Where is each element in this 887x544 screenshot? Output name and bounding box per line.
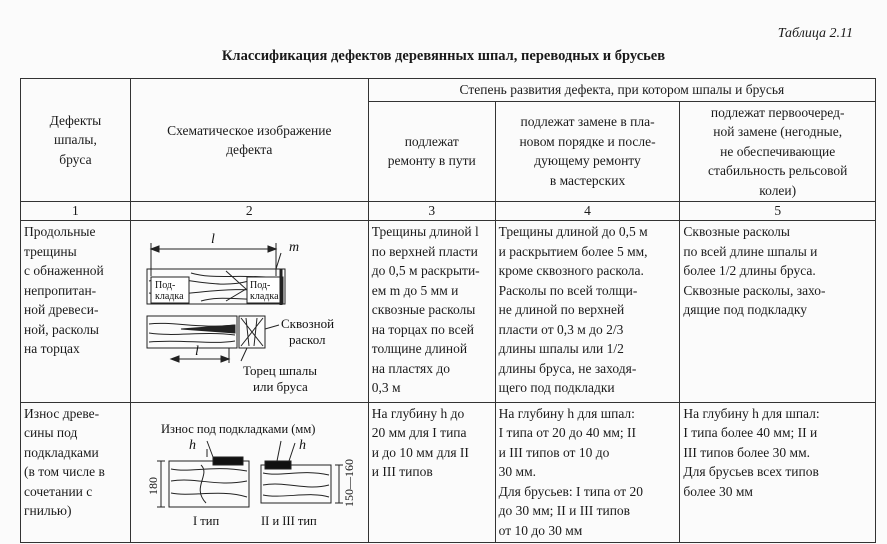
defect-cell: Продольные трещины с обнаженной непропитан- ной древеси- ной, расколы на торцах <box>21 221 131 403</box>
header-priority: подлежат первоочеред- ной замене (негодные, не обеспечивающие стабильность рельсовой колеи) <box>680 101 876 202</box>
figure-cell <box>130 402 368 543</box>
table-title: Классификация дефектов деревянных шпал, переводных и брусьев <box>221 48 666 64</box>
table-number: Таблица 2.11 <box>777 26 853 41</box>
table-row <box>21 221 876 403</box>
repair-cell: На глубину h до 20 мм для I типа и до 10 мм для II и III типов <box>368 402 495 543</box>
type-2-3-label: II и III тип <box>260 513 317 528</box>
header-planned: подлежат замене в пла- новом порядке и после- дующему ремонту в мастерских <box>495 101 680 202</box>
header-group: Степень развития дефекта, при котором шпалы и брусья <box>368 79 875 102</box>
dim-150-160-label: 150—160 <box>341 458 356 507</box>
column-number: 2 <box>130 202 368 221</box>
pad-left-label-2: кладка <box>154 291 184 302</box>
planned-cell: На глубину h для шпал: I типа от 20 до 40 мм; II и III типов от 10 до 30 мм. Для брусьев: I типа от 20 до 30 мм; II и III типов от 10 до 30 мм <box>495 402 680 543</box>
table-row <box>21 402 876 543</box>
dim-180-label: 180 <box>145 476 160 495</box>
column-number: 5 <box>680 202 876 221</box>
wear-defect-diagram <box>131 403 367 537</box>
header-schematic: Схематическое изображение дефекта <box>130 79 368 202</box>
end-face-label-2: или бруса <box>252 379 308 394</box>
h-right-label: h <box>298 437 306 453</box>
figure-cell <box>130 221 368 403</box>
label-l-top: l <box>210 232 215 247</box>
wear-caption: Износ под подкладками (мм) <box>160 421 316 436</box>
column-numbers-row <box>21 202 876 221</box>
pad-left-label: Под- <box>154 280 176 291</box>
header-defects: Дефекты шпалы, бруса <box>21 79 131 202</box>
defect-cell: Износ древе- сины под подкладками (в том числе в сочетании с гнилью) <box>21 402 131 543</box>
column-number: 1 <box>21 202 131 221</box>
planned-cell: Трещины длиной до 0,5 м и раскрытием более 5 мм, кроме сквозного раскола. Расколы по всей толщи- не длиной по верхней пласти от 0,3 м до 2/3 длины шпалы или 1/2 длины бруса, не заходя- щего под подкладки <box>495 221 680 403</box>
label-l-bottom: l <box>194 344 199 359</box>
end-face-label: Торец шпалы <box>242 363 317 378</box>
repair-cell: Трещины длиной l по верхней пласти до 0,5 м раскрыти- ем m до 5 мм и сквозные расколы на торцах по всей толщине длиной на пластях до 0,3 м <box>368 221 495 403</box>
header-repair: подлежат ремонту в пути <box>368 101 495 202</box>
column-number: 3 <box>368 202 495 221</box>
crack-defect-diagram <box>131 221 367 396</box>
pad-right-label-2: кладка <box>249 291 279 302</box>
split-label: Сквозной <box>280 316 334 331</box>
split-label-2: раскол <box>288 332 326 347</box>
label-m: m <box>288 240 299 255</box>
column-number: 4 <box>495 202 680 221</box>
priority-cell: Сквозные расколы по всей длине шпалы и более 1/2 длины бруса. Сквозные расколы, захо- дящие под подкладку <box>680 221 876 403</box>
type-1-label: I тип <box>192 513 219 528</box>
header-row-1 <box>21 79 876 102</box>
pad-right-label: Под- <box>249 280 271 291</box>
defects-table <box>20 78 876 543</box>
priority-cell: На глубину h для шпал: I типа более 40 мм; II и III типов более 30 мм. Для брусьев всех типов более 30 мм <box>680 402 876 543</box>
h-left-label: h <box>188 437 196 453</box>
